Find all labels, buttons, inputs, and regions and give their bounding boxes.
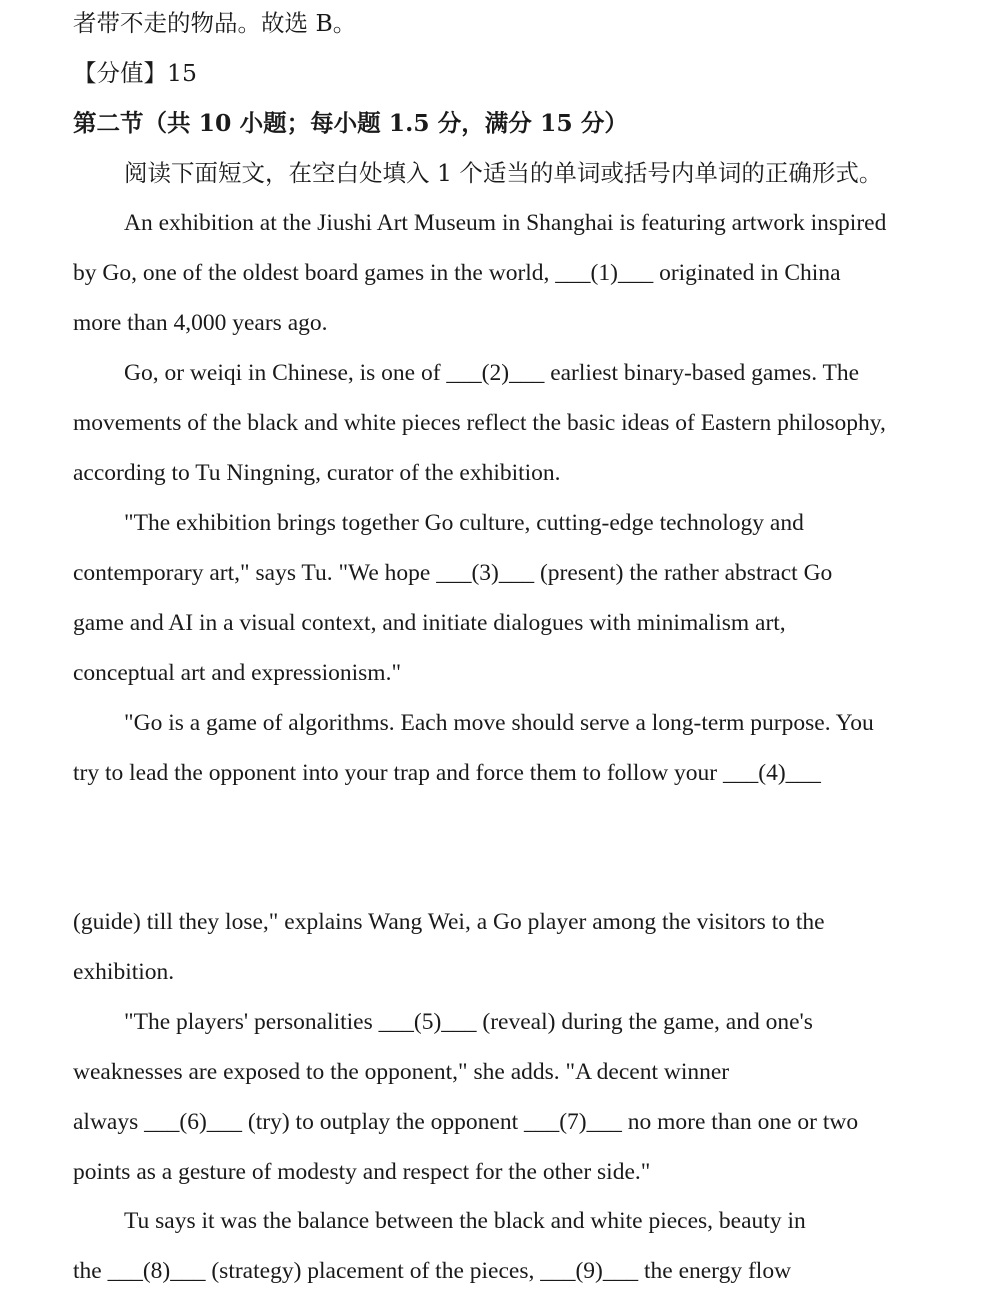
score-line: 【分值】15	[73, 59, 197, 87]
passage-line: the ___(8)___ (strategy) placement of the pieces, ___(9)___ the energy flow	[73, 1258, 792, 1284]
instruction-line: 阅读下面短文，在空白处填入 1 个适当的单词或括号内单词的正确形式。	[124, 159, 883, 187]
passage-line: An exhibition at the Jiushi Art Museum in Shanghai is featuring artwork inspired	[124, 210, 887, 236]
passage-line: points as a gesture of modesty and respect for the other side."	[73, 1159, 651, 1185]
passage-line: weaknesses are exposed to the opponent," she adds. "A decent winner	[73, 1059, 730, 1085]
section-title: 第二节（共 10 小题；每小题 1.5 分，满分 15 分）	[73, 109, 628, 137]
passage-line: according to Tu Ningning, curator of the exhibition.	[73, 460, 561, 486]
passage-line: exhibition.	[73, 959, 175, 985]
passage-line: movements of the black and white pieces reflect the basic ideas of Eastern philosophy,	[73, 410, 886, 436]
passage-line: Go, or weiqi in Chinese, is one of ___(2)___ earliest binary-based games. The	[124, 360, 860, 386]
previous-answer-line: 者带不走的物品。故选 B。	[73, 9, 357, 37]
passage-line: contemporary art," says Tu. "We hope ___(3)___ (present) the rather abstract Go	[73, 560, 833, 586]
passage-line: "Go is a game of algorithms. Each move should serve a long-term purpose. You	[124, 710, 874, 736]
passage-line: (guide) till they lose," explains Wang Wei, a Go player among the visitors to the	[73, 909, 825, 935]
passage-line: try to lead the opponent into your trap and force them to follow your ___(4)___	[73, 760, 821, 786]
passage-line: conceptual art and expressionism."	[73, 660, 402, 686]
passage-line: by Go, one of the oldest board games in the world, ___(1)___ originated in China	[73, 260, 841, 286]
passage-line: "The exhibition brings together Go culture, cutting-edge technology and	[124, 510, 804, 536]
passage-line: Tu says it was the balance between the black and white pieces, beauty in	[124, 1208, 806, 1234]
passage-line: always ___(6)___ (try) to outplay the opponent ___(7)___ no more than one or two	[73, 1109, 859, 1135]
passage-line: game and AI in a visual context, and initiate dialogues with minimalism art,	[73, 610, 786, 636]
passage-line: "The players' personalities ___(5)___ (reveal) during the game, and one's	[124, 1009, 813, 1035]
passage-line: more than 4,000 years ago.	[73, 310, 328, 336]
